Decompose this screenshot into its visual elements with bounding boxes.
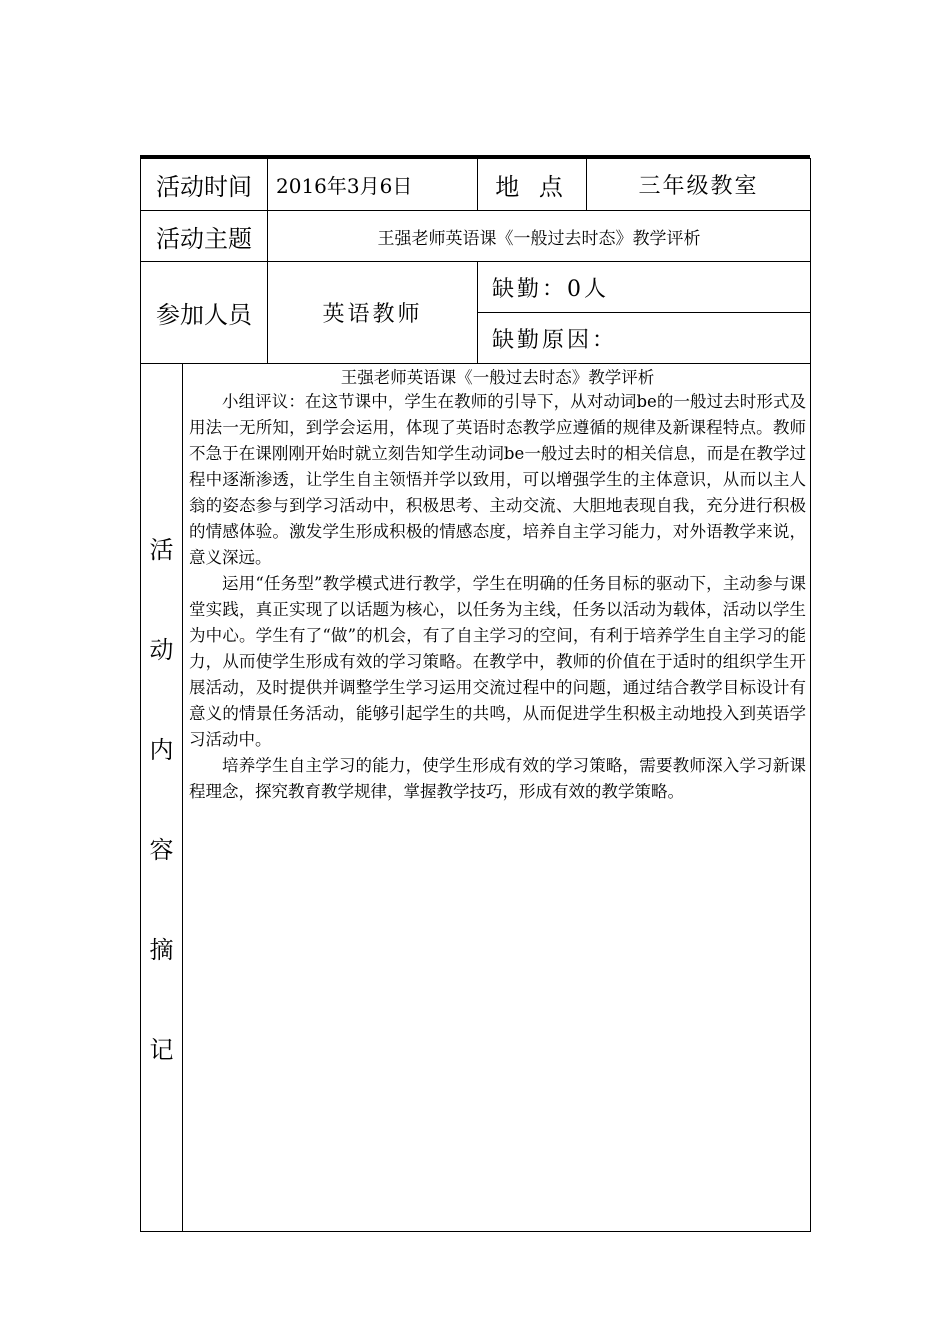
time-label: 活动时间 <box>141 159 268 211</box>
content-paragraph: 运用“任务型”教学模式进行教学，学生在明确的任务目标的驱动下，主动参与课堂实践，真正实现了以话题为核心，以任务为主线，任务以活动为载体，活动以学生为中心。学生有了“做”的机会，有了自主学习的空间，有利于培养学生自主学习的能力，从而使学生形成有效的学习策略。在教学中，教师的价值在于适时的组织学生开展活动，及时提供并调整学生学习运用交流过程中的问题，通过结合教学目标设计有意义的情景任务活动，能够引起学生的共鸣，从而促进学生积极主动地投入到英语学习活动中。 <box>189 574 807 749</box>
row-topic <box>141 211 811 262</box>
side-label-char: 摘 <box>149 936 174 964</box>
participants-value: 英语教师 <box>268 262 478 364</box>
place-value: 三年级教室 <box>587 159 811 211</box>
side-label-char: 动 <box>149 636 174 664</box>
row-content <box>141 364 811 1232</box>
side-label-char: 记 <box>149 1036 174 1064</box>
place-label: 地 点 <box>478 159 587 211</box>
content-paragraph: 培养学生自主学习的能力，使学生形成有效的学习策略，需要教师深入学习新课程理念，探究教育教学规律，掌握教学技巧，形成有效的教学策略。 <box>189 756 807 801</box>
time-value: 2016年3月6日 <box>268 159 478 211</box>
content-paragraph: 小组评议：在这节课中，学生在教师的引导下，从对动词be的一般过去时形式及用法一无所知，到学会运用，体现了英语时态教学应遵循的规律及新课程特点。教师不急于在课刚刚开始时就立刻告知学生动词be一般过去时的相关信息，而是在教学过程中逐渐渗透，让学生自主领悟并学以致用，可以增强学生的主体意识，从而以主人翁的姿态参与到学习活动中，积极思考、主动交流、大胆地表现自我，充分进行积极的情感体验。激发学生形成积极的情感态度，培养自主学习能力，对外语教学来说，意义深远。 <box>189 392 807 567</box>
side-label-char: 容 <box>149 836 174 864</box>
topic-value: 王强老师英语课《一般过去时态》教学评析 <box>268 211 811 262</box>
absent-reason: 缺勤原因： <box>478 313 811 364</box>
side-label-char: 活 <box>149 536 174 564</box>
row-participants <box>141 262 811 313</box>
activity-record-table <box>140 158 811 1232</box>
content-side-label-cell <box>141 364 183 1232</box>
participants-label: 参加人员 <box>141 262 268 364</box>
row-time-place <box>141 159 811 211</box>
content-side-label <box>141 364 182 1136</box>
content-title: 王强老师英语课《一般过去时态》教学评析 <box>340 368 655 387</box>
side-label-char: 内 <box>149 736 174 764</box>
absent-count: 缺勤：0人 <box>478 262 811 313</box>
topic-label: 活动主题 <box>141 211 268 262</box>
content-body-cell <box>183 364 811 1232</box>
